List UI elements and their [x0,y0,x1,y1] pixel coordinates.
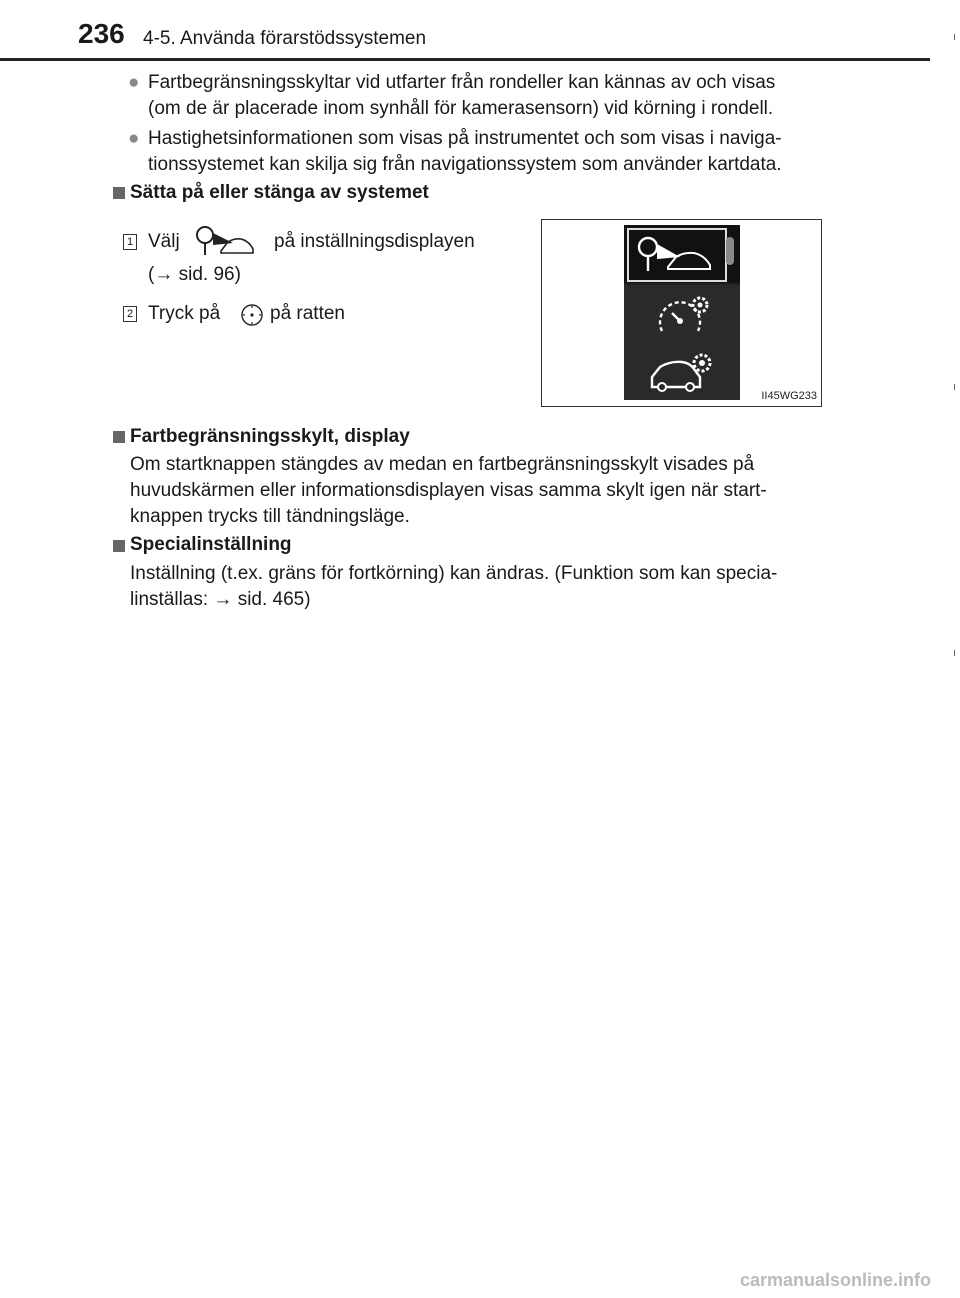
edge-tick [954,34,955,40]
step-text: på inställningsdisplayen [274,231,475,252]
section-paragraph: Inställning (t.ex. gräns för fortkörning) kan ändras. (Funktion som kan specia- linställas: → sid. 465) [130,563,778,610]
section-title: 4-5. Använda förarstödssystemen [143,28,427,49]
edge-tick [954,650,955,656]
screen-row [624,343,740,400]
step-text: Välj [148,231,180,252]
sign-car-icon [193,225,255,257]
header-rule [0,58,930,61]
section-paragraph: Om startknappen stängdes av medan en fartbegränsningsskylt visades på huvudskärmen eller informationsdisplayen visas samma skylt igen när start- knappen trycks till tändningsläge. [130,454,767,527]
scroll-indicator [726,237,734,265]
step-number-box: 1 [123,234,137,250]
page-reference: (→ sid. 96) [148,264,241,285]
car-gear-icon [648,349,718,395]
settings-screen [624,225,740,400]
edge-tick [954,384,955,390]
heading-marker [113,187,125,199]
steering-switch-icon [240,303,264,327]
sign-car-icon [634,235,714,275]
section-heading: Fartbegränsningsskylt, display [130,426,410,447]
settings-display-figure [541,219,822,407]
screen-row [624,285,740,343]
watermark: carmanualsonline.info [740,1270,932,1290]
figure-code: II45WG233 [761,390,817,402]
bullet-dot: ● [128,72,140,93]
step-number-box: 2 [123,306,137,322]
heading-marker [113,540,125,552]
step-text: på ratten [270,303,345,324]
heading-marker [113,431,125,443]
bullet-paragraph: Fartbegränsningsskyltar vid utfarter från rondeller kan kännas av och visas (om de är placerade inom synhåll för kamerasensorn) vid körning i rondell. [148,72,776,119]
bullet-paragraph: Hastighetsinformationen som visas på instrumentet och som visas i naviga- tionssystemet kan skilja sig från navigationssystem som använder kartdata. [148,128,782,175]
section-heading: Sätta på eller stänga av systemet [130,182,429,203]
bullet-dot: ● [128,128,140,149]
step-text: Tryck på [148,303,221,324]
page-number: 236 [78,18,125,49]
speed-gear-icon [654,291,714,339]
section-heading: Specialinställning [130,534,292,555]
screen-row-selected [624,225,740,283]
